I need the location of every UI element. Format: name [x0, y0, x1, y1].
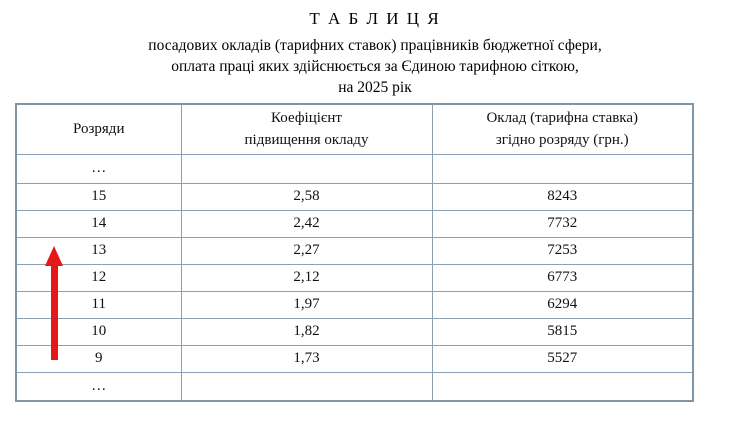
table-row: [16, 183, 693, 210]
page-subtitle-line1: посадових окладів (тарифних ставок) працівників бюджетної сфери,: [148, 37, 602, 54]
header-coefficient-line1: Коефіцієнт: [271, 110, 342, 127]
cell-salary: 8243: [432, 183, 693, 210]
cell-salary: 7253: [432, 237, 693, 264]
cell-grade: 15: [16, 183, 181, 210]
cell-salary: 5815: [432, 318, 693, 345]
cell-salary: 5527: [432, 345, 693, 372]
table-row: [16, 154, 693, 183]
cell-grade: 11: [16, 291, 181, 318]
cell-grade: 10: [16, 318, 181, 345]
cell-coefficient: 2,42: [181, 210, 432, 237]
page-subtitle-year: на 2025 рік: [338, 79, 412, 96]
header-salary: [432, 104, 693, 154]
cell-salary: 6294: [432, 291, 693, 318]
page-subtitle-line2: оплата праці яких здійснюється за Єдиною тарифною сіткою,: [171, 58, 579, 75]
cell-grade: …: [16, 154, 181, 183]
table-header-row: [16, 104, 693, 154]
table-row: [16, 345, 693, 372]
table-row: [16, 318, 693, 345]
cell-grade: 12: [16, 264, 181, 291]
cell-salary: [432, 154, 693, 183]
cell-coefficient: 2,58: [181, 183, 432, 210]
cell-coefficient: 2,27: [181, 237, 432, 264]
header-coefficient-line2: підвищення окладу: [244, 132, 369, 149]
header-grades-label: Розряди: [73, 121, 125, 138]
table-row: [16, 264, 693, 291]
header-grades: [16, 104, 181, 154]
cell-salary: [432, 372, 693, 401]
cell-coefficient: 1,73: [181, 345, 432, 372]
cell-coefficient: 1,82: [181, 318, 432, 345]
salary-grade-table: [15, 103, 694, 402]
cell-grade: 14: [16, 210, 181, 237]
cell-grade: 9: [16, 345, 181, 372]
cell-coefficient: [181, 154, 432, 183]
cell-grade: …: [16, 372, 181, 401]
table-row: [16, 210, 693, 237]
table-row: [16, 291, 693, 318]
table-row: [16, 372, 693, 401]
title-block: [0, 8, 750, 98]
cell-grade: 13: [16, 237, 181, 264]
header-coefficient: [181, 104, 432, 154]
table-row: [16, 237, 693, 264]
cell-salary: 6773: [432, 264, 693, 291]
header-salary-line2: згідно розряду (грн.): [495, 132, 629, 149]
page-title: Т А Б Л И Ц Я: [309, 9, 441, 28]
header-salary-line1: Оклад (тарифна ставка): [486, 110, 639, 127]
cell-coefficient: 1,97: [181, 291, 432, 318]
cell-coefficient: 2,12: [181, 264, 432, 291]
cell-salary: 7732: [432, 210, 693, 237]
cell-coefficient: [181, 372, 432, 401]
